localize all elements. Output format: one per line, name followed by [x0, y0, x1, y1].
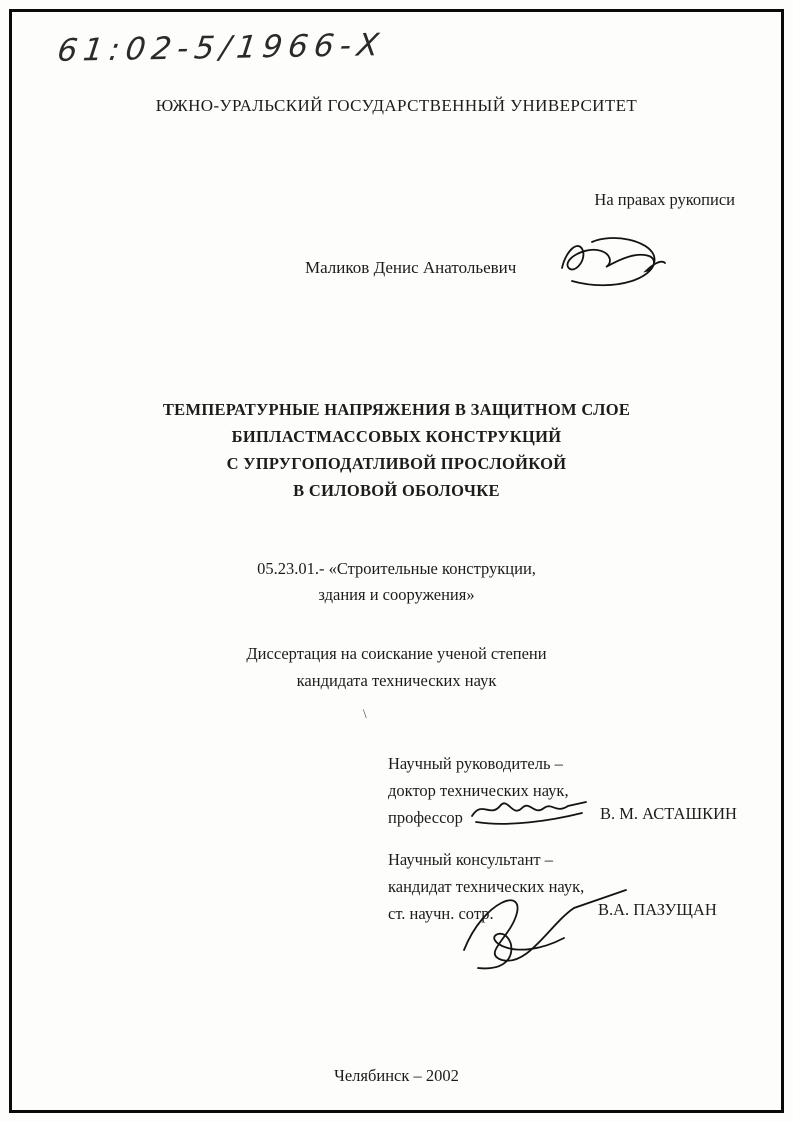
specialty-line-1: 05.23.01.- «Строительные конструкции,: [257, 559, 536, 578]
supervisor-signature: [468, 792, 590, 830]
title-line-2: БИПЛАСТМАССОВЫХ КОНСТРУКЦИЙ: [231, 427, 562, 446]
specialty-line-2: здания и сооружения»: [318, 585, 475, 604]
manuscript-rights-note: На правах рукописи: [594, 190, 735, 209]
consultant-line-3: ст. научн. сотр.: [388, 904, 494, 923]
consultant-signature: [452, 878, 637, 976]
dissertation-title: [0, 396, 793, 504]
degree-line-1: Диссертация на соискание ученой степени: [246, 644, 547, 663]
consultant-line-2: кандидат технических наук,: [388, 877, 585, 896]
title-line-4: В СИЛОВОЙ ОБОЛОЧКЕ: [293, 481, 500, 500]
specialty-code: [0, 556, 793, 608]
supervisor-line-1: Научный руководитель –: [388, 754, 563, 773]
degree-line-2: кандидата технических наук: [296, 671, 497, 690]
author-name: Маликов Денис Анатольевич: [305, 258, 517, 277]
university-name: ЮЖНО-УРАЛЬСКИЙ ГОСУДАРСТВЕННЫЙ УНИВЕРСИТЕТ: [155, 96, 638, 115]
consultant-name: В.А. ПАЗУЩАН: [598, 900, 717, 919]
stray-pen-mark: \: [363, 706, 367, 721]
supervisor-line-2: доктор технических наук,: [388, 781, 569, 800]
title-line-3: С УПРУГОПОДАТЛИВОЙ ПРОСЛОЙКОЙ: [226, 454, 567, 473]
title-line-1: ТЕМПЕРАТУРНЫЕ НАПРЯЖЕНИЯ В ЗАЩИТНОМ СЛОЕ: [162, 400, 631, 419]
supervisor-name: В. М. АСТАШКИН: [600, 804, 737, 823]
author-signature: [552, 222, 670, 294]
degree-statement: [0, 640, 793, 694]
catalog-number-handwritten: 61:02-5/1966-Х: [55, 27, 387, 69]
consultant-line-1: Научный консультант –: [388, 850, 553, 869]
city-year-footer: Челябинск – 2002: [334, 1066, 459, 1085]
supervisor-line-3: профессор: [388, 808, 463, 827]
